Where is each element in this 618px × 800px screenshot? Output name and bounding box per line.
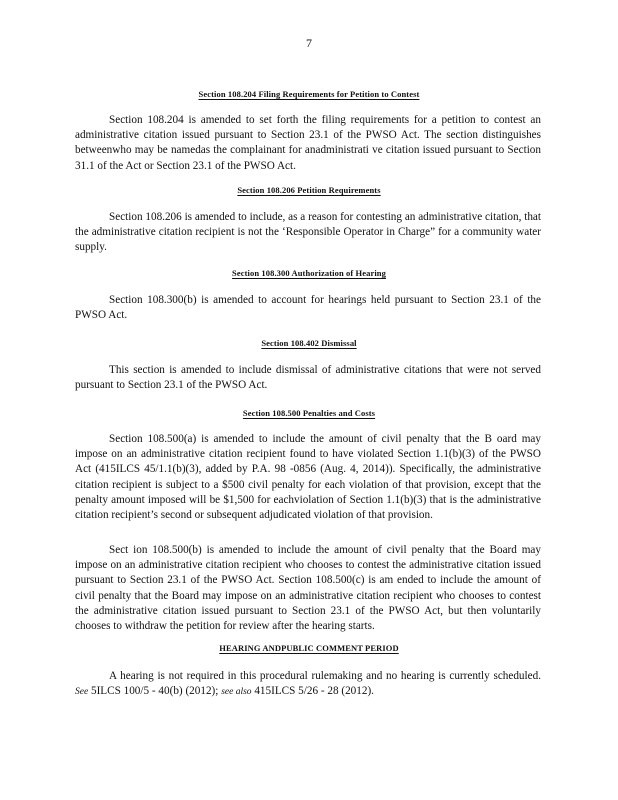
section-108-206-paragraph: Section 108.206 is amended to include, as a reason for contesting an administrative citation, that the administrative citation recipient is not the ‘Responsible Operator in Charge” for a community water supply.	[75, 211, 541, 254]
section-108-300-paragraph: Section 108.300(b) is amended to account for hearings held pursuant to Section 23.1 of the PWSO Act.	[75, 294, 541, 322]
section-108-500-paragraph-a: Section 108.500(a) is amended to include the amount of civil penalty that the B oard may impose on an administrative citation recipient found to have violated Section 1.1(b)(3) of the PWSO Act (415ILCS 45/1.1(b)(3), added by P.A. 98 -0856 (Aug. 4, 2014)). Specifically, the administrative citation recipient is subject to a $500 civil penalty for each violation of that provision, except that the penalty amount imposed will be $1,500 for eachviolation of Section 1.1(b)(3) that is the administrative citation recipient’s second or subsequent adjudicated violation of that provision.	[75, 433, 541, 522]
hearing-public-comment-heading: HEARING ANDPUBLIC COMMENT PERIOD	[219, 643, 399, 653]
page-number: 7	[306, 36, 312, 50]
section-108-500-heading: Section 108.500 Penalties and Costs	[242, 408, 376, 418]
section-108-204-paragraph: Section 108.204 is amended to set forth the filing requirements for a petition to contest an administrative citation issued pursuant to Section 23.1 of the PWSO Act. The section distinguishes betweenwho may be namedas the complainant for anadministrati ve citation issued pursuant to Section 31.1 of the Act or Section 23.1 of the PWSO Act.	[75, 114, 541, 172]
hearing-text-before-see: A hearing is not required in this procedural rulemaking and no hearing is currently scheduled.	[109, 670, 541, 682]
hearing-citation-two: 415ILCS 5/26 - 28 (2012).	[254, 685, 374, 698]
section-108-402-paragraph: This section is amended to include dismissal of administrative citations that were not served pursuant to Section 23.1 of the PWSO Act.	[75, 364, 541, 392]
hearing-citation-one: 5ILCS 100/5 - 40(b) (2012);	[90, 685, 219, 698]
see-signal: See	[75, 687, 89, 698]
section-108-300-heading: Section 108.300 Authorization of Hearing	[232, 268, 386, 278]
section-108-206-heading: Section 108.206 Petition Requirements	[237, 185, 381, 195]
see-also-signal: see also	[221, 687, 252, 698]
section-108-402-heading: Section 108.402 Dismissal	[261, 338, 357, 348]
section-108-500-paragraph-b: Sect ion 108.500(b) is amended to include the amount of civil penalty that the Board may impose on an administrative citation recipient who chooses to contest the administrative citation issued pursuant to Section 23.1 of the PWSO Act. Section 108.500(c) is am ended to include the amount of civil penalty that the Board may impose on an administrative citation recipient who chooses to contest the administrative citation issued pursuant to Section 23.1 of the PWSO Act, but then voluntarily chooses to withdraw the petition for review after the hearing starts.	[75, 544, 541, 633]
hearing-paragraph	[75, 669, 541, 700]
section-108-204-heading: Section 108.204 Filing Requirements for Petition to Contest	[198, 89, 420, 99]
